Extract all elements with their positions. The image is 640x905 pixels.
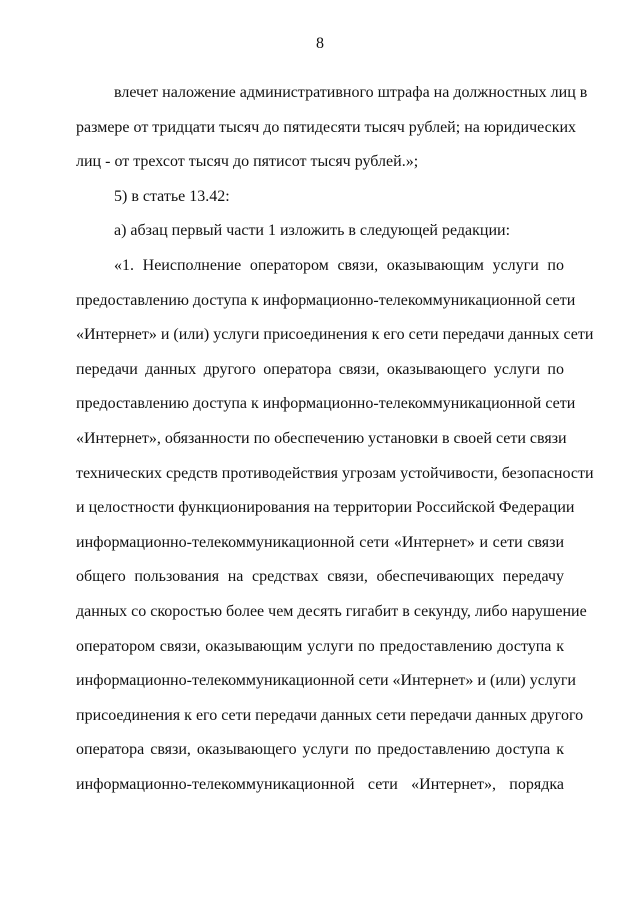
text-line: информационно-телекоммуникационной сети «Интернет» и сети связи <box>76 533 564 551</box>
text-line: предоставлению доступа к информационно-телекоммуникационной сети <box>76 291 576 309</box>
text-line: влечет наложение административного штрафа на должностных лиц в <box>114 84 588 101</box>
document-body <box>76 76 594 802</box>
text-line: предоставлению доступа к информационно-телекоммуникационной сети <box>76 395 576 413</box>
text-line: «Интернет» и (или) услуги присоединения к его сети передачи данных сети <box>76 326 594 344</box>
text-line: оператора связи, оказывающего услуги по предоставлению доступа к <box>76 741 564 759</box>
text-line: информационно-телекоммуникационной сети «Интернет» и (или) услуги <box>76 672 576 690</box>
text-line: «1. Неисполнение оператором связи, оказывающим услуги по <box>114 256 564 274</box>
text-line: лиц - от трехсот тысяч до пятисот тысяч рублей.»; <box>76 153 419 171</box>
text-line: оператором связи, оказывающим услуги по предоставлению доступа к <box>76 637 564 655</box>
text-line: данных со скоростью более чем десять гигабит в секунду, либо нарушение <box>76 602 587 620</box>
text-line: а) абзац первый части 1 изложить в следующей редакции: <box>114 222 511 240</box>
text-line: «Интернет», обязанности по обеспечению установки в своей сети связи <box>76 429 567 447</box>
text-line: 5) в статье 13.42: <box>114 187 230 205</box>
text-line: присоединения к его сети передачи данных сети передачи данных другого <box>76 706 584 724</box>
text-line: технических средств противодействия угрозам устойчивости, безопасности <box>76 464 594 482</box>
text-line: и целостности функционирования на территории Российской Федерации <box>76 499 575 517</box>
text-line: общего пользования на средствах связи, обеспечивающих передачу <box>76 568 564 586</box>
text-line: передачи данных другого оператора связи, оказывающего услуги по <box>76 360 564 378</box>
text-line: информационно-телекоммуникационной сети «Интернет», порядка <box>76 775 564 793</box>
page-number: 8 <box>316 35 324 52</box>
text-line: размере от тридцати тысяч до пятидесяти тысяч рублей; на юридических <box>76 118 577 136</box>
